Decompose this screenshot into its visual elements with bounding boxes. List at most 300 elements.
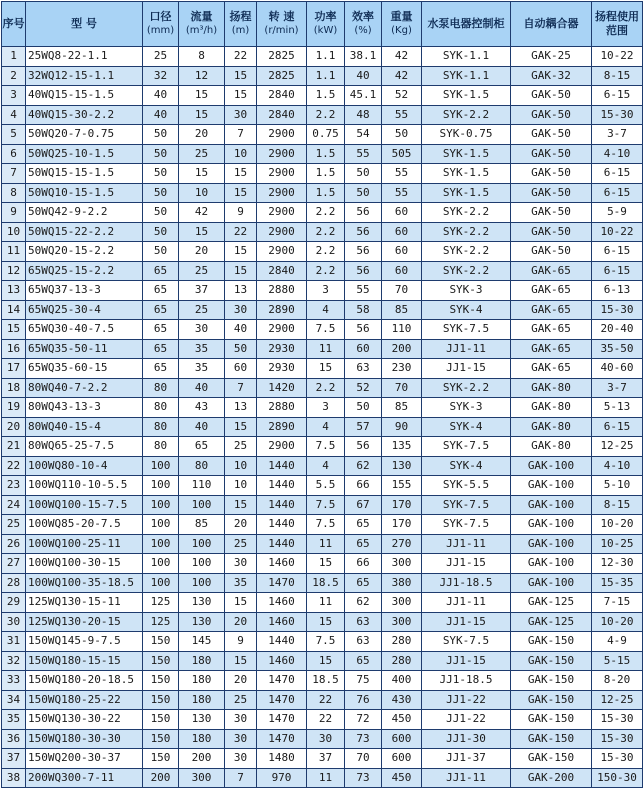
cell-seq: 11 <box>2 242 26 262</box>
cell-control-cabinet: SYK-3 <box>422 281 511 301</box>
cell-model: 40WQ15-15-1.5 <box>26 86 143 106</box>
cell-seq: 33 <box>2 671 26 691</box>
cell-seq: 27 <box>2 554 26 574</box>
cell-control-cabinet: JJ1-37 <box>422 749 511 769</box>
cell-efficiency: 56 <box>345 222 382 242</box>
cell-efficiency: 38.1 <box>345 47 382 67</box>
cell-speed: 1440 <box>257 476 307 496</box>
cell-coupling: GAK-125 <box>511 612 592 632</box>
table-row <box>2 515 643 535</box>
cell-efficiency: 63 <box>345 612 382 632</box>
cell-power: 18.5 <box>307 671 345 691</box>
cell-efficiency: 55 <box>345 144 382 164</box>
table-row <box>2 105 643 125</box>
cell-seq: 1 <box>2 47 26 67</box>
cell-efficiency: 62 <box>345 593 382 613</box>
cell-coupling: GAK-50 <box>511 125 592 145</box>
cell-coupling: GAK-50 <box>511 105 592 125</box>
cell-diameter: 50 <box>143 242 179 262</box>
cell-flow: 130 <box>179 710 225 730</box>
cell-coupling: GAK-50 <box>511 203 592 223</box>
cell-seq: 17 <box>2 359 26 379</box>
table-row <box>2 378 643 398</box>
header-head-range: 扬程使用范围 <box>592 2 643 47</box>
table-row <box>2 144 643 164</box>
cell-diameter: 65 <box>143 320 179 340</box>
cell-head-range: 8-15 <box>592 495 643 515</box>
cell-seq: 2 <box>2 66 26 86</box>
cell-speed: 1480 <box>257 749 307 769</box>
table-row <box>2 300 643 320</box>
cell-control-cabinet: SYK-7.5 <box>422 320 511 340</box>
cell-power: 11 <box>307 593 345 613</box>
table-row <box>2 632 643 652</box>
cell-model: 65WQ30-40-7.5 <box>26 320 143 340</box>
cell-flow: 40 <box>179 417 225 437</box>
cell-weight: 85 <box>382 398 422 418</box>
header-head: 扬程 (m) <box>225 2 257 47</box>
cell-model: 50WQ15-22-2.2 <box>26 222 143 242</box>
cell-power: 1.5 <box>307 164 345 184</box>
cell-weight: 300 <box>382 612 422 632</box>
cell-speed: 1470 <box>257 573 307 593</box>
cell-coupling: GAK-100 <box>511 554 592 574</box>
cell-head: 15 <box>225 261 257 281</box>
cell-weight: 42 <box>382 66 422 86</box>
cell-seq: 36 <box>2 729 26 749</box>
cell-coupling: GAK-65 <box>511 281 592 301</box>
cell-diameter: 65 <box>143 300 179 320</box>
cell-efficiency: 40 <box>345 66 382 86</box>
cell-head: 10 <box>225 456 257 476</box>
cell-model: 50WQ20-15-2.2 <box>26 242 143 262</box>
cell-efficiency: 73 <box>345 768 382 788</box>
cell-power: 2.2 <box>307 222 345 242</box>
cell-diameter: 80 <box>143 398 179 418</box>
cell-model: 50WQ10-15-1.5 <box>26 183 143 203</box>
cell-seq: 3 <box>2 86 26 106</box>
cell-flow: 37 <box>179 281 225 301</box>
cell-model: 150WQ180-30-30 <box>26 729 143 749</box>
cell-weight: 430 <box>382 690 422 710</box>
cell-control-cabinet: SYK-7.5 <box>422 495 511 515</box>
cell-weight: 600 <box>382 749 422 769</box>
cell-seq: 29 <box>2 593 26 613</box>
cell-head-range: 6-15 <box>592 242 643 262</box>
cell-flow: 40 <box>179 378 225 398</box>
cell-flow: 15 <box>179 105 225 125</box>
cell-head-range: 4-10 <box>592 144 643 164</box>
cell-flow: 15 <box>179 86 225 106</box>
cell-control-cabinet: SYK-5.5 <box>422 476 511 496</box>
cell-diameter: 150 <box>143 651 179 671</box>
cell-flow: 25 <box>179 261 225 281</box>
cell-efficiency: 63 <box>345 359 382 379</box>
cell-head: 7 <box>225 125 257 145</box>
cell-efficiency: 56 <box>345 203 382 223</box>
header-speed: 转 速 (r/min) <box>257 2 307 47</box>
header-flow: 流量 (m³/h) <box>179 2 225 47</box>
table-row <box>2 593 643 613</box>
cell-diameter: 80 <box>143 378 179 398</box>
cell-weight: 400 <box>382 671 422 691</box>
cell-control-cabinet: SYK-4 <box>422 456 511 476</box>
cell-control-cabinet: JJ1-11 <box>422 768 511 788</box>
cell-control-cabinet: SYK-0.75 <box>422 125 511 145</box>
cell-efficiency: 54 <box>345 125 382 145</box>
cell-flow: 25 <box>179 144 225 164</box>
cell-control-cabinet: SYK-1.1 <box>422 47 511 67</box>
cell-weight: 230 <box>382 359 422 379</box>
cell-seq: 8 <box>2 183 26 203</box>
cell-flow: 100 <box>179 554 225 574</box>
cell-control-cabinet: SYK-1.5 <box>422 144 511 164</box>
cell-power: 0.75 <box>307 125 345 145</box>
cell-speed: 1420 <box>257 378 307 398</box>
cell-seq: 25 <box>2 515 26 535</box>
cell-head: 15 <box>225 242 257 262</box>
cell-seq: 23 <box>2 476 26 496</box>
cell-weight: 70 <box>382 281 422 301</box>
cell-power: 4 <box>307 456 345 476</box>
cell-head: 13 <box>225 398 257 418</box>
cell-weight: 270 <box>382 534 422 554</box>
cell-control-cabinet: SYK-7.5 <box>422 632 511 652</box>
cell-power: 2.2 <box>307 105 345 125</box>
cell-head: 30 <box>225 749 257 769</box>
cell-head: 35 <box>225 573 257 593</box>
cell-efficiency: 56 <box>345 437 382 457</box>
cell-power: 15 <box>307 612 345 632</box>
cell-coupling: GAK-100 <box>511 456 592 476</box>
cell-efficiency: 73 <box>345 729 382 749</box>
cell-seq: 15 <box>2 320 26 340</box>
cell-head: 9 <box>225 203 257 223</box>
cell-efficiency: 62 <box>345 456 382 476</box>
cell-head: 30 <box>225 300 257 320</box>
cell-efficiency: 65 <box>345 651 382 671</box>
cell-efficiency: 58 <box>345 300 382 320</box>
cell-model: 100WQ80-10-4 <box>26 456 143 476</box>
cell-power: 7.5 <box>307 320 345 340</box>
cell-diameter: 100 <box>143 534 179 554</box>
cell-weight: 380 <box>382 573 422 593</box>
cell-flow: 8 <box>179 47 225 67</box>
cell-coupling: GAK-150 <box>511 651 592 671</box>
cell-head-range: 10-22 <box>592 222 643 242</box>
cell-control-cabinet: SYK-2.2 <box>422 105 511 125</box>
cell-power: 5.5 <box>307 476 345 496</box>
cell-efficiency: 57 <box>345 417 382 437</box>
cell-diameter: 150 <box>143 710 179 730</box>
cell-control-cabinet: JJ1-15 <box>422 651 511 671</box>
cell-head: 20 <box>225 612 257 632</box>
cell-flow: 130 <box>179 612 225 632</box>
cell-control-cabinet: JJ1-11 <box>422 339 511 359</box>
cell-flow: 35 <box>179 339 225 359</box>
cell-diameter: 40 <box>143 86 179 106</box>
cell-weight: 450 <box>382 710 422 730</box>
cell-efficiency: 56 <box>345 242 382 262</box>
cell-model: 50WQ42-9-2.2 <box>26 203 143 223</box>
table-row <box>2 359 643 379</box>
cell-speed: 2900 <box>257 144 307 164</box>
cell-diameter: 125 <box>143 612 179 632</box>
cell-speed: 2840 <box>257 86 307 106</box>
table-row <box>2 242 643 262</box>
cell-model: 200WQ300-7-11 <box>26 768 143 788</box>
cell-head: 13 <box>225 281 257 301</box>
table-row <box>2 495 643 515</box>
cell-power: 1.5 <box>307 86 345 106</box>
table-row <box>2 437 643 457</box>
header-weight: 重量 (Kg) <box>382 2 422 47</box>
cell-speed: 2900 <box>257 164 307 184</box>
cell-seq: 21 <box>2 437 26 457</box>
cell-speed: 2900 <box>257 437 307 457</box>
cell-model: 80WQ40-7-2.2 <box>26 378 143 398</box>
cell-speed: 1460 <box>257 651 307 671</box>
cell-diameter: 150 <box>143 671 179 691</box>
cell-flow: 180 <box>179 651 225 671</box>
table-row <box>2 573 643 593</box>
cell-speed: 1470 <box>257 710 307 730</box>
cell-power: 11 <box>307 768 345 788</box>
header-control-cabinet: 水泵电器控制柜 <box>422 2 511 47</box>
cell-head-range: 6-13 <box>592 281 643 301</box>
cell-weight: 85 <box>382 300 422 320</box>
cell-head-range: 15-30 <box>592 729 643 749</box>
cell-diameter: 100 <box>143 573 179 593</box>
cell-weight: 60 <box>382 261 422 281</box>
cell-control-cabinet: JJ1-18.5 <box>422 573 511 593</box>
cell-power: 2.2 <box>307 242 345 262</box>
cell-power: 1.5 <box>307 183 345 203</box>
cell-coupling: GAK-32 <box>511 66 592 86</box>
cell-flow: 35 <box>179 359 225 379</box>
cell-coupling: GAK-100 <box>511 534 592 554</box>
cell-weight: 55 <box>382 183 422 203</box>
cell-model: 65WQ37-13-3 <box>26 281 143 301</box>
cell-head: 22 <box>225 47 257 67</box>
cell-head-range: 3-7 <box>592 125 643 145</box>
cell-weight: 300 <box>382 593 422 613</box>
cell-model: 100WQ100-30-15 <box>26 554 143 574</box>
cell-weight: 600 <box>382 729 422 749</box>
cell-head-range: 6-15 <box>592 164 643 184</box>
cell-seq: 13 <box>2 281 26 301</box>
cell-weight: 280 <box>382 632 422 652</box>
cell-speed: 970 <box>257 768 307 788</box>
table-row <box>2 476 643 496</box>
cell-power: 18.5 <box>307 573 345 593</box>
cell-control-cabinet: SYK-2.2 <box>422 222 511 242</box>
cell-head-range: 5-9 <box>592 203 643 223</box>
cell-control-cabinet: SYK-1.5 <box>422 86 511 106</box>
table-row <box>2 320 643 340</box>
cell-seq: 12 <box>2 261 26 281</box>
cell-head: 20 <box>225 515 257 535</box>
cell-coupling: GAK-80 <box>511 398 592 418</box>
cell-head: 15 <box>225 164 257 184</box>
cell-coupling: GAK-125 <box>511 593 592 613</box>
cell-head: 30 <box>225 554 257 574</box>
cell-coupling: GAK-100 <box>511 573 592 593</box>
cell-efficiency: 50 <box>345 183 382 203</box>
cell-coupling: GAK-80 <box>511 378 592 398</box>
cell-control-cabinet: JJ1-22 <box>422 690 511 710</box>
cell-speed: 2900 <box>257 320 307 340</box>
cell-flow: 180 <box>179 729 225 749</box>
cell-model: 150WQ130-30-22 <box>26 710 143 730</box>
cell-head-range: 15-30 <box>592 105 643 125</box>
cell-model: 150WQ200-30-37 <box>26 749 143 769</box>
header-coupling: 自动耦合器 <box>511 2 592 47</box>
cell-flow: 200 <box>179 749 225 769</box>
cell-model: 100WQ110-10-5.5 <box>26 476 143 496</box>
cell-head-range: 12-25 <box>592 437 643 457</box>
cell-flow: 180 <box>179 671 225 691</box>
cell-diameter: 40 <box>143 105 179 125</box>
cell-control-cabinet: JJ1-11 <box>422 593 511 613</box>
cell-control-cabinet: SYK-1.5 <box>422 183 511 203</box>
cell-head: 25 <box>225 534 257 554</box>
cell-head: 30 <box>225 729 257 749</box>
cell-control-cabinet: SYK-2.2 <box>422 261 511 281</box>
cell-diameter: 150 <box>143 690 179 710</box>
cell-flow: 80 <box>179 456 225 476</box>
cell-seq: 4 <box>2 105 26 125</box>
cell-model: 100WQ100-35-18.5 <box>26 573 143 593</box>
cell-head: 40 <box>225 320 257 340</box>
table-row <box>2 554 643 574</box>
table-row <box>2 66 643 86</box>
cell-flow: 20 <box>179 242 225 262</box>
cell-diameter: 65 <box>143 281 179 301</box>
cell-control-cabinet: SYK-7.5 <box>422 515 511 535</box>
cell-diameter: 100 <box>143 554 179 574</box>
cell-seq: 22 <box>2 456 26 476</box>
cell-power: 2.2 <box>307 261 345 281</box>
cell-head: 7 <box>225 768 257 788</box>
cell-speed: 1460 <box>257 593 307 613</box>
cell-model: 100WQ100-15-7.5 <box>26 495 143 515</box>
cell-model: 65WQ25-30-4 <box>26 300 143 320</box>
cell-weight: 505 <box>382 144 422 164</box>
cell-model: 40WQ15-30-2.2 <box>26 105 143 125</box>
cell-model: 25WQ8-22-1.1 <box>26 47 143 67</box>
cell-model: 150WQ180-20-18.5 <box>26 671 143 691</box>
table-row <box>2 651 643 671</box>
cell-diameter: 100 <box>143 476 179 496</box>
cell-flow: 145 <box>179 632 225 652</box>
cell-power: 2.2 <box>307 378 345 398</box>
cell-coupling: GAK-100 <box>511 515 592 535</box>
cell-weight: 110 <box>382 320 422 340</box>
cell-power: 11 <box>307 339 345 359</box>
cell-speed: 1470 <box>257 671 307 691</box>
cell-head-range: 4-10 <box>592 456 643 476</box>
cell-coupling: GAK-65 <box>511 359 592 379</box>
cell-control-cabinet: JJ1-15 <box>422 359 511 379</box>
table-row <box>2 768 643 788</box>
cell-flow: 100 <box>179 495 225 515</box>
table-row <box>2 86 643 106</box>
cell-model: 100WQ100-25-11 <box>26 534 143 554</box>
cell-diameter: 150 <box>143 632 179 652</box>
cell-head: 15 <box>225 593 257 613</box>
cell-head: 22 <box>225 222 257 242</box>
cell-power: 22 <box>307 690 345 710</box>
cell-control-cabinet: SYK-1.1 <box>422 66 511 86</box>
cell-diameter: 50 <box>143 125 179 145</box>
cell-head: 15 <box>225 86 257 106</box>
cell-diameter: 65 <box>143 261 179 281</box>
cell-flow: 180 <box>179 690 225 710</box>
table-row <box>2 710 643 730</box>
cell-efficiency: 65 <box>345 515 382 535</box>
cell-head: 50 <box>225 339 257 359</box>
cell-control-cabinet: SYK-1.5 <box>422 164 511 184</box>
cell-power: 15 <box>307 651 345 671</box>
cell-seq: 32 <box>2 651 26 671</box>
cell-head-range: 5-13 <box>592 398 643 418</box>
header-seq: 序号 <box>2 2 26 47</box>
cell-head-range: 10-20 <box>592 515 643 535</box>
cell-model: 125WQ130-15-11 <box>26 593 143 613</box>
cell-seq: 30 <box>2 612 26 632</box>
cell-control-cabinet: SYK-2.2 <box>422 242 511 262</box>
cell-control-cabinet: JJ1-15 <box>422 612 511 632</box>
cell-flow: 15 <box>179 222 225 242</box>
table-row <box>2 749 643 769</box>
cell-speed: 1460 <box>257 554 307 574</box>
cell-flow: 100 <box>179 534 225 554</box>
cell-coupling: GAK-200 <box>511 768 592 788</box>
cell-head: 25 <box>225 690 257 710</box>
cell-weight: 300 <box>382 554 422 574</box>
cell-power: 1.1 <box>307 66 345 86</box>
cell-diameter: 200 <box>143 768 179 788</box>
cell-head-range: 15-30 <box>592 749 643 769</box>
cell-head-range: 6-15 <box>592 183 643 203</box>
cell-flow: 25 <box>179 300 225 320</box>
cell-coupling: GAK-150 <box>511 632 592 652</box>
cell-flow: 30 <box>179 320 225 340</box>
cell-seq: 26 <box>2 534 26 554</box>
cell-efficiency: 66 <box>345 554 382 574</box>
cell-efficiency: 75 <box>345 671 382 691</box>
cell-efficiency: 63 <box>345 632 382 652</box>
cell-efficiency: 55 <box>345 281 382 301</box>
table-row <box>2 671 643 691</box>
cell-speed: 2890 <box>257 300 307 320</box>
cell-diameter: 25 <box>143 47 179 67</box>
cell-diameter: 50 <box>143 183 179 203</box>
cell-efficiency: 48 <box>345 105 382 125</box>
cell-flow: 130 <box>179 593 225 613</box>
cell-coupling: GAK-50 <box>511 222 592 242</box>
cell-speed: 1440 <box>257 534 307 554</box>
cell-head-range: 40-60 <box>592 359 643 379</box>
cell-diameter: 150 <box>143 749 179 769</box>
cell-diameter: 150 <box>143 729 179 749</box>
cell-efficiency: 50 <box>345 164 382 184</box>
cell-efficiency: 70 <box>345 749 382 769</box>
table-row <box>2 417 643 437</box>
cell-seq: 10 <box>2 222 26 242</box>
cell-coupling: GAK-65 <box>511 339 592 359</box>
